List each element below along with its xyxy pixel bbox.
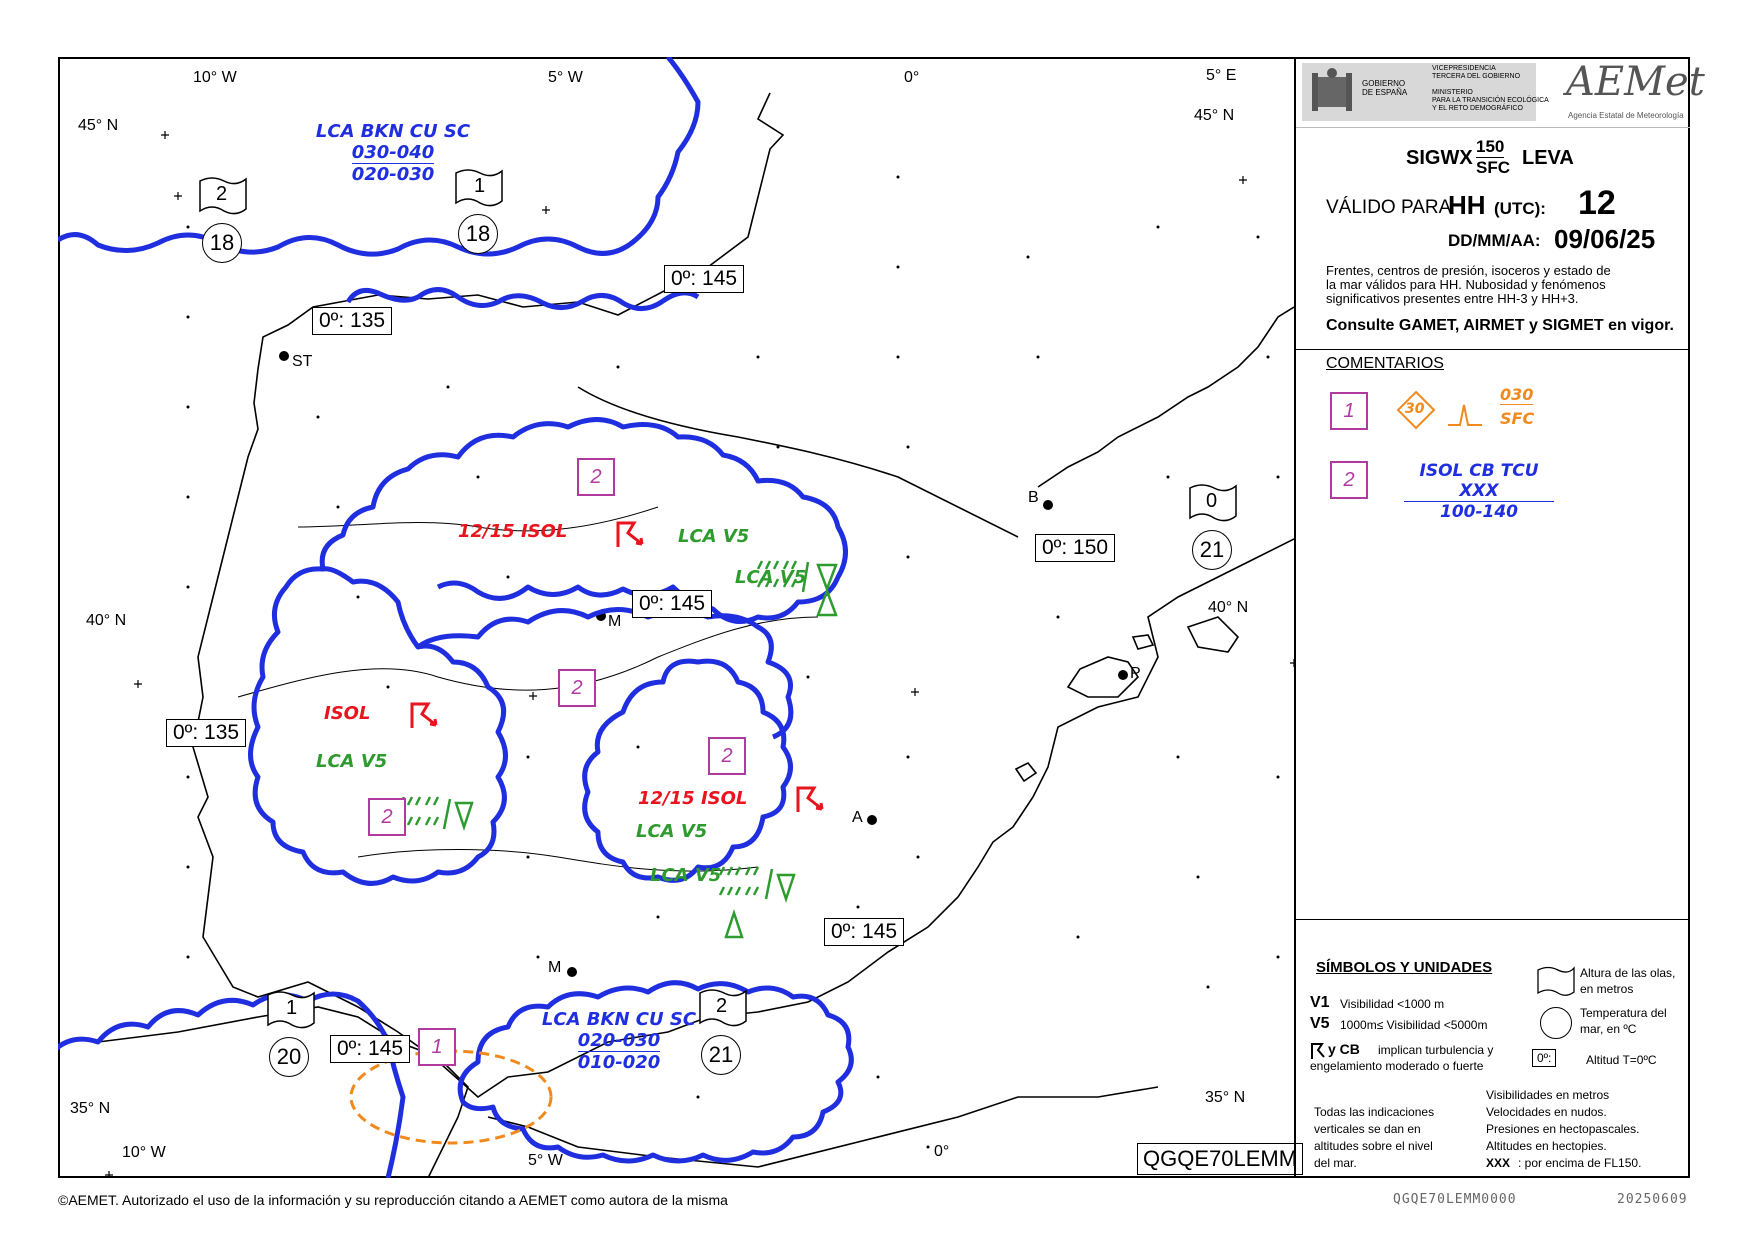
wave-height-value: 2 [716, 995, 728, 1017]
v5-code: V5 [1310, 1015, 1330, 1032]
divider [1296, 919, 1690, 920]
lca-v5-label: LCA V5 [678, 526, 750, 547]
map-area [58, 57, 1294, 1178]
lon-label-10w-bottom: 10° W [122, 1144, 166, 1161]
area-label-1: 1 [418, 1028, 456, 1066]
cloud-top: 020-030 [577, 1030, 661, 1051]
wave-height-value: 0 [1206, 490, 1218, 512]
lon-label-10w-top: 10° W [193, 69, 237, 86]
lca-v5-label: LCA V5 [316, 751, 388, 772]
station-m: M [608, 613, 622, 630]
legend-panel [1294, 57, 1705, 1178]
aemet-logo-subtitle: Agencia Estatal de Meteorología [1568, 111, 1684, 120]
cb-text: implican turbulencia y [1378, 1043, 1494, 1057]
isol-label: 12/15 ISOL [638, 788, 748, 809]
comment-1-number: 1 [1330, 392, 1368, 430]
sea-temp-legend-icon [1540, 1007, 1572, 1039]
vice-text-1: VICEPRESIDENCIA [1432, 65, 1496, 72]
lat-label-35n-left: 35° N [70, 1100, 111, 1117]
isol-label: 12/15 ISOL [458, 521, 568, 542]
coat-of-arms-icon [1310, 67, 1354, 115]
wave-height-value: 1 [474, 175, 486, 197]
comment-2-line-3: 100-140 [1439, 502, 1519, 522]
cloud-top: 030-040 [351, 142, 435, 163]
lat-label-40n-right: 40° N [1208, 599, 1249, 616]
mist-icon [400, 797, 450, 829]
freezing-level-box: 0º: 135 [312, 307, 392, 335]
cloud-type: LCA BKN CU SC [315, 121, 471, 142]
sea-temp-circle: 21 [1192, 530, 1232, 570]
footer-code: QGQE70LEMM0000 [1393, 1192, 1517, 1207]
area-label-2: 2 [577, 458, 615, 496]
level-top: 150 [1476, 137, 1505, 156]
icing-value: 30 [1405, 401, 1425, 417]
vertical-note-1: Todas las indicaciones [1314, 1105, 1435, 1119]
wave-height-icon [1188, 482, 1238, 529]
station-a: A [852, 809, 863, 826]
mist-icon [720, 867, 772, 899]
comment-2-number: 2 [1330, 461, 1368, 499]
freezing-level-box: 0º: 145 [632, 590, 712, 618]
wave-height-icon [266, 989, 316, 1036]
sea-temp-legend-label: Temperatura del mar, en ºC [1580, 1006, 1667, 1036]
wave-height-value: 1 [286, 997, 298, 1019]
v1-text: Visibilidad <1000 m [1340, 997, 1445, 1011]
freezing-level-box: 0º: 150 [1035, 534, 1115, 562]
comment-1-top: 030 [1500, 385, 1534, 404]
min-text-3: Y EL RETO DEMOGRÁFICO [1432, 105, 1523, 112]
triangle-down-icon [456, 803, 472, 827]
sea-temp-circle: 20 [269, 1037, 309, 1077]
lat-label-45n-left: 45° N [78, 117, 119, 134]
units-note-2: Velocidades en nudos. [1486, 1105, 1607, 1119]
valid-hour: 12 [1578, 184, 1616, 222]
units-note-5-code: XXX [1486, 1156, 1511, 1170]
sea-temp-circle: 18 [458, 214, 498, 254]
min-text-1: MINISTERIO [1432, 89, 1473, 96]
units-note-5-text: : por encima de FL150. [1518, 1156, 1642, 1170]
divider [1296, 349, 1690, 350]
region-code: LEVA [1522, 147, 1574, 169]
rivers [238, 507, 818, 871]
product-name: SIGWX [1406, 147, 1473, 169]
min-text-2: PARA LA TRANSICIÓN ECOLÓGICA [1432, 97, 1549, 104]
cloud-base: 020-030 [351, 164, 435, 185]
mountain-wave-icon [1446, 393, 1486, 429]
lca-v5-label: LCA V5 [735, 567, 807, 588]
consult-note: Consulte GAMET, AIRMET y SIGMET en vigor. [1326, 317, 1674, 334]
date-label: DD/MM/AA: [1448, 231, 1541, 250]
comment-2-text [1404, 461, 1554, 522]
wave-height-icon [698, 987, 748, 1034]
station-p: P [1130, 665, 1141, 682]
v1-code: V1 [1310, 994, 1330, 1011]
cloud-north-east [348, 290, 698, 309]
valid-date: 09/06/25 [1554, 224, 1656, 254]
cloud-west [251, 569, 506, 884]
units-note-4: Altitudes en hectopies. [1486, 1139, 1607, 1153]
lon-label-5w-bottom: 5° W [528, 1152, 563, 1169]
symbols-title: SÍMBOLOS Y UNIDADES [1316, 959, 1493, 976]
vice-text-2: TERCERA DEL GOBIERNO [1432, 73, 1521, 80]
freezing-level-box: 0º: 145 [664, 265, 744, 293]
cloud-southeast [585, 661, 791, 880]
freezing-level-box: 0º: 135 [166, 719, 246, 747]
station-b: B [1028, 489, 1039, 506]
triangle-down-icon [778, 875, 794, 899]
aemet-logo: AEMet [1566, 59, 1705, 105]
freezing-level-box: 0º: 145 [330, 1035, 410, 1063]
lon-label-5w-top: 5° W [548, 69, 583, 86]
comment-2-line-2: XXX [1404, 481, 1554, 502]
cloud-central-north [322, 420, 845, 622]
note-line-1: Frentes, centros de presión, isoceros y estado de [1326, 263, 1611, 278]
lat-label-40n-left: 40° N [86, 612, 127, 629]
icing-diamond-icon [1396, 390, 1436, 430]
comment-1-bottom: SFC [1500, 409, 1535, 428]
gov-text-2: DE ESPAÑA [1362, 88, 1408, 97]
turbulence-icon [798, 788, 822, 812]
comments-title: COMENTARIOS [1326, 355, 1444, 372]
lat-label-45n-right: 45° N [1194, 107, 1235, 124]
zero-level-legend-box: 0º: [1532, 1049, 1556, 1067]
lat-label-35n-right: 35° N [1205, 1089, 1246, 1106]
sea-temp-circle: 21 [701, 1035, 741, 1075]
station-m2: M [548, 959, 562, 976]
vertical-note-4: del mar. [1314, 1156, 1357, 1170]
units-note-3: Presiones en hectopascales. [1486, 1122, 1640, 1136]
wave-height-value: 2 [216, 183, 228, 205]
valid-label: VÁLIDO PARA [1326, 197, 1452, 218]
vertical-note-2: verticales se dan en [1314, 1122, 1421, 1136]
comment-2-line-1: ISOL CB TCU [1419, 461, 1539, 481]
cloud-label-south [534, 1009, 704, 1073]
cloud-label-north [308, 121, 478, 185]
level-bottom: SFC [1476, 158, 1510, 177]
lca-v5-label: LCA V5 [636, 821, 708, 842]
isol-label: ISOL [324, 703, 371, 724]
product-code-box: QGQE70LEMM [1137, 1143, 1303, 1175]
utc-label: (UTC): [1494, 199, 1546, 218]
note-line-2: la mar válidos para HH. Nubosidad y fenómenos [1326, 277, 1606, 292]
cb-code: y CB [1328, 1041, 1360, 1057]
station-st: ST [292, 353, 313, 370]
area-label-2: 2 [368, 798, 406, 836]
turbulence-legend-icon [1310, 1042, 1326, 1060]
v5-text: 1000m≤ Visibilidad <5000m [1340, 1018, 1488, 1032]
freezing-level-box: 0º: 145 [824, 918, 904, 946]
logo-bar [1296, 57, 1705, 128]
note-line-3: significativos presentes entre HH-3 y HH+3. [1326, 291, 1579, 306]
lca-v5-label: LCA V5 [650, 865, 722, 886]
wave-height-icon [198, 175, 248, 222]
zero-level-legend-text: Altitud T=0ºC [1586, 1053, 1657, 1067]
vertical-note-3: altitudes sobre el nivel [1314, 1139, 1433, 1153]
turbulence-icon [412, 704, 436, 728]
cloud-type: LCA BKN CU SC [541, 1009, 697, 1030]
lon-label-5e-top: 5° E [1206, 67, 1237, 84]
area-label-2: 2 [708, 737, 746, 775]
triangle-up-icon [726, 913, 742, 937]
area-label-2: 2 [558, 669, 596, 707]
wave-height-legend-icon [1536, 965, 1576, 999]
cloud-base: 010-020 [577, 1052, 661, 1073]
units-note-1: Visibilidades en metros [1486, 1088, 1610, 1102]
footer-date: 20250609 [1617, 1192, 1688, 1207]
cb-text-2: engelamiento moderado o fuerte [1310, 1059, 1484, 1073]
copyright-notice: ©AEMET. Autorizado el uso de la información y su reproducción citando a AEMET como autora de la misma [58, 1192, 728, 1208]
lon-label-0-top: 0° [904, 69, 920, 86]
gov-text-1: GOBIERNO [1362, 79, 1406, 88]
sea-temp-circle: 18 [202, 223, 242, 263]
lon-label-0-bottom: 0° [934, 1143, 950, 1160]
wave-height-legend-label: Altura de las olas, en metros [1580, 966, 1676, 996]
hh-label: HH [1448, 190, 1486, 220]
turbulence-icon [618, 523, 642, 547]
